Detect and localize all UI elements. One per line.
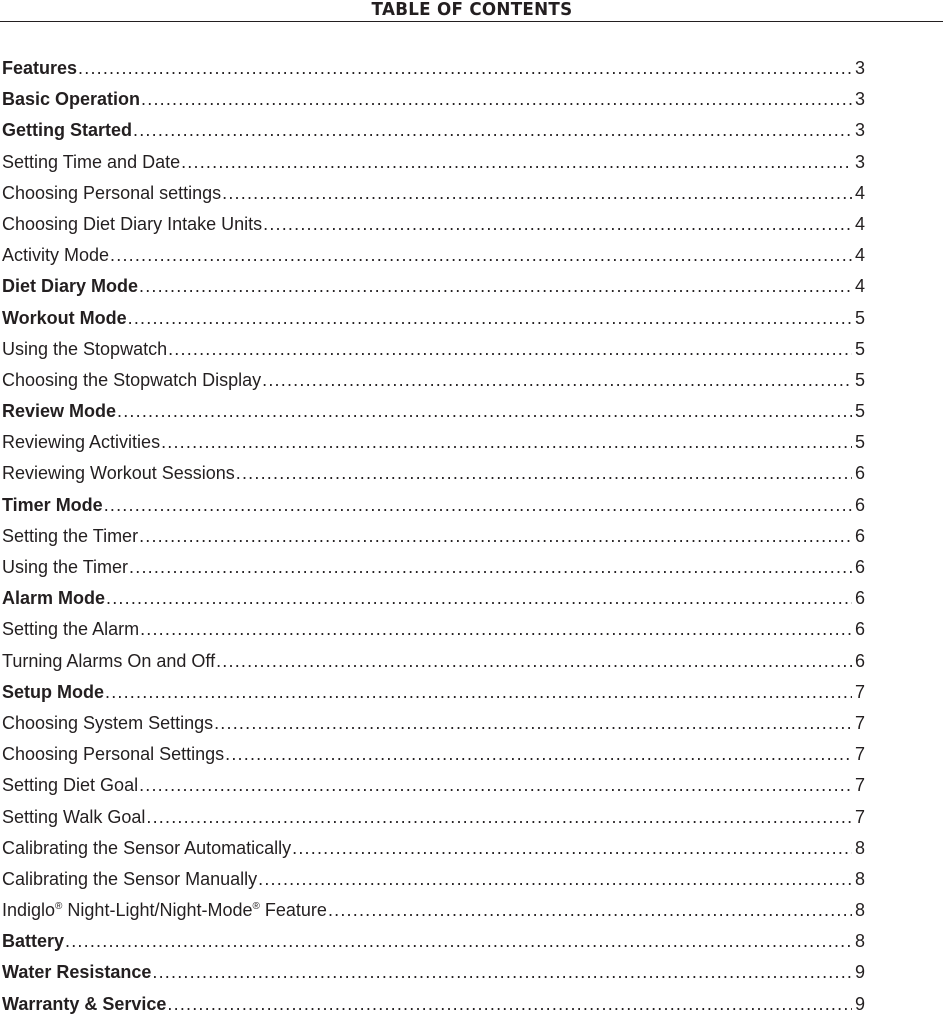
dot-leader: [139, 770, 852, 801]
toc-entry-page-number: 8: [854, 900, 865, 921]
toc-entry-label: Choosing System Settings: [2, 712, 214, 733]
toc-entry-label: Alarm Mode: [2, 588, 106, 609]
toc-entry-page-number: 7: [854, 744, 865, 765]
toc-entry-label: Setup Mode: [2, 681, 104, 702]
toc-entry-label: Calibrating the Sensor Manually: [2, 868, 258, 889]
registered-mark: ®: [55, 901, 63, 913]
toc-entry-label: Using the Stopwatch: [2, 338, 168, 359]
page-title: TABLE OF CONTENTS: [371, 0, 572, 20]
toc-entry[interactable]: [2, 614, 865, 645]
toc-entry-label: Choosing Personal Settings: [2, 744, 225, 765]
toc-entry-label: Battery: [2, 931, 65, 952]
toc-entry-label: Choosing Diet Diary Intake Units: [2, 213, 263, 234]
dot-leader: [152, 957, 852, 988]
dot-leader: [328, 895, 852, 926]
dot-leader: [214, 708, 852, 739]
toc-entry-label-part: Night-Light/Night-Mode: [62, 900, 253, 921]
toc-entry-label: Features: [2, 58, 78, 78]
dot-leader: [262, 365, 852, 396]
dot-leader: [216, 646, 852, 677]
toc-entry-page-number: 9: [854, 993, 865, 1014]
toc-entry-page-number: 6: [854, 619, 865, 640]
toc-entry[interactable]: [2, 708, 865, 739]
toc-entry[interactable]: [2, 895, 865, 926]
toc-entry-label: Review Mode: [2, 401, 117, 422]
toc-entry-page-number: 6: [854, 557, 865, 577]
toc-entry-label: Turning Alarms On and Off: [2, 650, 216, 671]
toc-entry-label: Getting Started: [2, 120, 133, 141]
dot-leader: [117, 396, 852, 427]
toc-entry-label: Water Resistance: [2, 962, 152, 983]
toc-entry-page-number: 6: [854, 525, 865, 546]
dot-leader: [128, 303, 852, 334]
toc-list: [2, 53, 865, 1020]
toc-entry[interactable]: [2, 583, 865, 614]
toc-entry[interactable]: [2, 770, 865, 801]
toc-entry-page-number: 3: [854, 89, 865, 110]
dot-leader: [161, 427, 852, 458]
toc-entry-page-number: 5: [854, 432, 865, 453]
dot-leader: [105, 677, 852, 708]
toc-entry-label: Setting Diet Goal: [2, 775, 139, 796]
toc-entry[interactable]: [2, 739, 865, 770]
toc-entry[interactable]: [2, 458, 865, 489]
toc-entry-page-number: 8: [854, 837, 865, 858]
dot-leader: [146, 802, 852, 833]
toc-entry-label: Timer Mode: [2, 494, 103, 515]
toc-entry-page-number: 7: [854, 681, 865, 702]
toc-entry[interactable]: [2, 115, 865, 146]
toc-entry-page-number: 8: [854, 931, 865, 952]
toc-entry-page-number: 6: [854, 463, 865, 484]
toc-entry[interactable]: [2, 209, 865, 240]
toc-entry[interactable]: [2, 926, 865, 957]
toc-entry-label: Setting the Timer: [2, 525, 139, 546]
dot-leader: [139, 271, 852, 302]
toc-entry-page-number: 6: [854, 650, 865, 671]
toc-entry[interactable]: [2, 802, 865, 833]
registered-mark: ®: [252, 901, 260, 913]
toc-entry-label: Setting Walk Goal: [2, 806, 146, 827]
dot-leader: [141, 84, 852, 115]
dot-leader: [104, 490, 852, 521]
toc-entry-page-number: 9: [854, 962, 865, 983]
toc-entry[interactable]: [2, 396, 865, 427]
toc-entry[interactable]: [2, 427, 865, 458]
toc-entry-label: [2, 895, 327, 926]
dot-leader: [110, 240, 852, 271]
toc-entry-label: Setting Time and Date: [2, 151, 181, 172]
toc-entry[interactable]: [2, 864, 865, 895]
toc-entry-page-number: 3: [854, 120, 865, 141]
dot-leader: [129, 552, 852, 583]
toc-header: [0, 0, 943, 22]
toc-entry[interactable]: [2, 490, 865, 521]
dot-leader: [258, 864, 852, 895]
dot-leader: [140, 614, 852, 645]
toc-entry-page-number: 3: [854, 58, 865, 78]
toc-entry-label-part: Feature: [259, 900, 327, 921]
toc-entry-page-number: 4: [854, 213, 865, 234]
toc-entry[interactable]: [2, 53, 865, 84]
toc-entry-page-number: 6: [854, 494, 865, 515]
toc-entry-label: Using the Timer: [2, 557, 129, 577]
dot-leader: [78, 53, 852, 84]
toc-entry-label: Choosing Personal settings: [2, 182, 222, 203]
toc-entry-page-number: 4: [854, 276, 865, 297]
toc-entry-page-number: 7: [854, 775, 865, 796]
toc-entry[interactable]: [2, 646, 865, 677]
toc-entry-label: Setting the Alarm: [2, 619, 140, 640]
dot-leader: [292, 833, 852, 864]
toc-entry[interactable]: [2, 178, 865, 209]
toc-entry-page-number: 7: [854, 806, 865, 827]
toc-entry[interactable]: [2, 677, 865, 708]
toc-entry-page-number: 4: [854, 182, 865, 203]
dot-leader: [236, 458, 852, 489]
dot-leader: [181, 147, 852, 178]
toc-entry[interactable]: [2, 271, 865, 302]
toc-entry[interactable]: [2, 240, 865, 271]
dot-leader: [167, 989, 852, 1020]
toc-entry-label: Diet Diary Mode: [2, 276, 139, 297]
dot-leader: [263, 209, 852, 240]
dot-leader: [168, 334, 852, 365]
toc-entry-label: Basic Operation: [2, 89, 141, 110]
toc-entry[interactable]: [2, 957, 865, 988]
toc-entry-page-number: 4: [854, 245, 865, 266]
dot-leader: [133, 115, 852, 146]
dot-leader: [139, 521, 852, 552]
toc-entry-label: Calibrating the Sensor Automatically: [2, 837, 292, 858]
dot-leader: [225, 739, 852, 770]
dot-leader: [222, 178, 852, 209]
toc-entry-page-number: 5: [854, 307, 865, 328]
toc-entry-label: Reviewing Activities: [2, 432, 161, 453]
toc-entry-label: Reviewing Workout Sessions: [2, 463, 235, 484]
toc-entry-label-part: Indiglo: [2, 900, 56, 921]
toc-entry-label: Warranty & Service: [2, 993, 167, 1014]
toc-entry-label: Choosing the Stopwatch Display: [2, 369, 262, 390]
dot-leader: [106, 583, 852, 614]
toc-entry-page-number: 8: [854, 868, 865, 889]
toc-entry-page-number: 6: [854, 588, 865, 609]
toc-entry[interactable]: [2, 521, 865, 552]
toc-entry-label: Activity Mode: [2, 245, 110, 266]
toc-entry[interactable]: [2, 989, 865, 1020]
toc-entry[interactable]: [2, 365, 865, 396]
toc-entry-page-number: 5: [854, 369, 865, 390]
toc-entry[interactable]: [2, 552, 865, 583]
toc-entry-label: Workout Mode: [2, 307, 127, 328]
toc-entry-page-number: 7: [854, 712, 865, 733]
toc-entry-page-number: 5: [854, 338, 865, 359]
toc-entry[interactable]: [2, 833, 865, 864]
toc-entry-page-number: 5: [854, 401, 865, 422]
toc-entry[interactable]: [2, 147, 865, 178]
toc-entry[interactable]: [2, 303, 865, 334]
toc-entry[interactable]: [2, 334, 865, 365]
toc-entry-page-number: 3: [854, 151, 865, 172]
toc-entry[interactable]: [2, 84, 865, 115]
dot-leader: [65, 926, 852, 957]
